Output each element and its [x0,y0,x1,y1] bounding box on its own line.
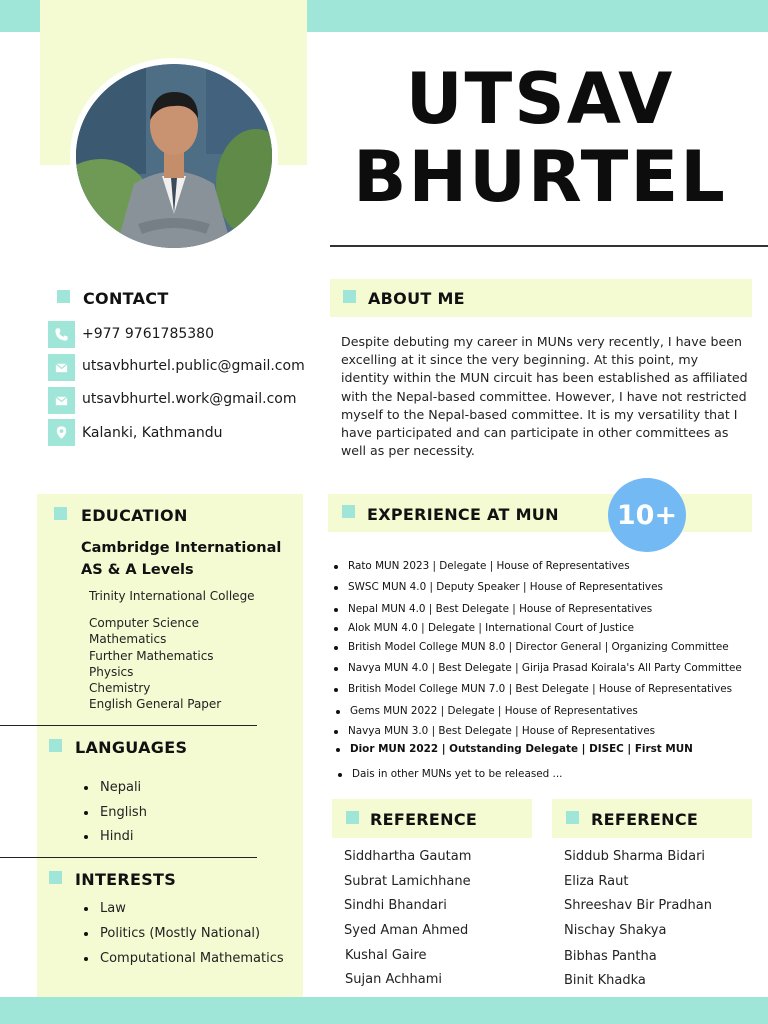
contact-location: Kalanki, Kathmandu [82,425,223,441]
interest-item: Computational Mathematics [100,951,284,966]
reference-left-heading-marker [346,811,359,824]
interests-heading: INTERESTS [75,870,177,889]
education-subject: Chemistry [89,681,151,695]
experience-item: Dior MUN 2022 | Outstanding Delegate | DISEC | First MUN [350,743,693,755]
name-divider [330,245,768,247]
bottom-accent-band [0,997,768,1024]
contact-heading: CONTACT [83,289,169,308]
language-item: English [100,805,147,820]
experience-item: Nepal MUN 4.0 | Best Delegate | House of Representatives [348,603,653,615]
contact-heading-marker [57,290,70,303]
reference-name: Shreeshav Bir Pradhan [564,898,712,913]
location-pin-icon [48,419,75,446]
reference-name: Sindhi Bhandari [344,898,447,913]
education-subject: Mathematics [89,632,167,646]
education-subject: Computer Science [89,616,199,630]
education-subject: Further Mathematics [89,649,214,663]
experience-count-badge: 10+ [608,478,686,552]
reference-name: Subrat Lamichhane [344,874,471,889]
experience-item: British Model College MUN 8.0 | Director General | Organizing Committee [348,641,729,653]
languages-heading: LANGUAGES [75,738,188,757]
about-text: Despite debuting my career in MUNs very recently, I have been excelling at it since the very beginning. At this point, my identity within the MUN circuit has been established as affiliated with the Nepal-based committee. However, I have not restricted myself to the Nepal-based committee. It is my versatility that I have participated and can participate in other committees as well as per necessity. [341,334,748,459]
experience-item: Gems MUN 2022 | Delegate | House of Representatives [350,705,638,717]
language-item: Hindi [100,829,134,844]
education-subject: Physics [89,665,134,679]
about-heading-marker [343,290,356,303]
about-heading: ABOUT ME [368,289,465,308]
mail-icon [48,387,75,414]
reference-name: Sujan Achhami [345,972,442,987]
interest-item: Law [100,901,126,916]
experience-item: Alok MUN 4.0 | Delegate | International Court of Justice [348,622,635,634]
section-divider [0,725,257,726]
experience-item: Navya MUN 3.0 | Best Delegate | House of Representatives [348,725,656,737]
contact-phone[interactable]: +977 9761785380 [82,326,214,342]
reference-name: Binit Khadka [564,973,646,988]
reference-name: Nischay Shakya [564,923,667,938]
experience-heading-marker [342,505,355,518]
experience-item: Dais in other MUNs yet to be released ... [352,768,563,780]
education-heading: EDUCATION [81,506,188,525]
contact-email-work[interactable]: utsavbhurtel.work@gmail.com [82,391,297,407]
reference-name: Syed Aman Ahmed [344,923,469,938]
reference-right-heading: REFERENCE [591,810,699,829]
reference-left-heading: REFERENCE [370,810,478,829]
reference-name: Eliza Raut [564,874,629,889]
experience-item: British Model College MUN 7.0 | Best Delegate | House of Representatives [348,683,733,695]
experience-item: Navya MUN 4.0 | Best Delegate | Girija Prasad Koirala's All Party Committee [348,662,742,674]
section-divider [0,857,257,858]
profile-photo [76,64,272,248]
experience-item: SWSC MUN 4.0 | Deputy Speaker | House of Representatives [348,581,663,593]
experience-item: Rato MUN 2023 | Delegate | House of Representatives [348,560,630,572]
name-last: BHURTEL [353,136,727,218]
language-item: Nepali [100,780,142,795]
reference-name: Siddhartha Gautam [344,849,472,864]
mail-icon [48,354,75,381]
experience-heading: EXPERIENCE AT MUN [367,505,559,524]
name-first: UTSAV [405,58,675,140]
interest-item: Politics (Mostly National) [100,926,261,941]
reference-right-heading-marker [566,811,579,824]
profile-photo-illustration [76,64,272,248]
reference-name: Kushal Gaire [345,948,427,963]
contact-email-public[interactable]: utsavbhurtel.public@gmail.com [82,358,305,374]
reference-name: Bibhas Pantha [564,949,657,964]
languages-heading-marker [49,739,62,752]
education-heading-marker [54,507,67,520]
education-school: Trinity International College [89,589,255,603]
education-qualification: Cambridge International AS & A Levels [81,540,282,578]
reference-name: Siddub Sharma Bidari [564,849,706,864]
phone-icon [48,321,75,348]
education-subject: English General Paper [89,697,222,711]
interests-heading-marker [49,871,62,884]
